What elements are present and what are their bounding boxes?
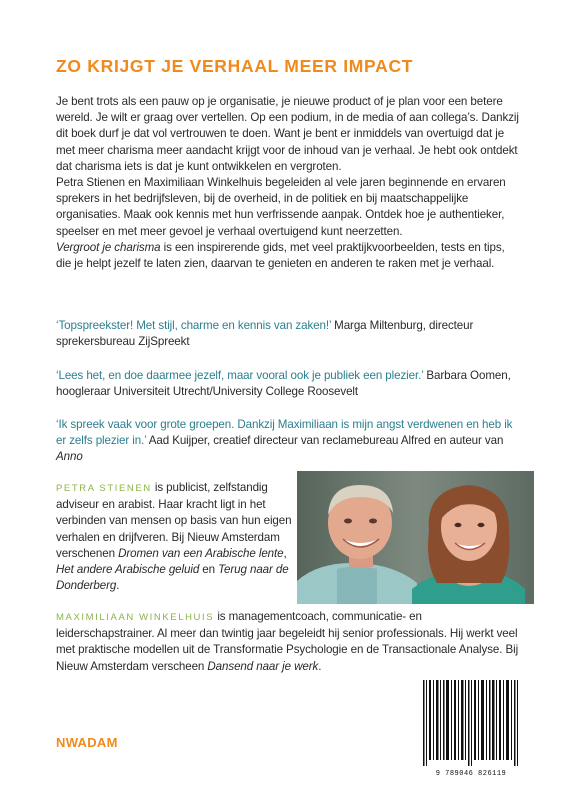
publisher-logo: NWADAM <box>56 735 118 750</box>
author-name-maximiliaan: MAXIMILIAAN WINKELHUIS <box>56 612 215 623</box>
quote-author: Aad Kuijper, creatief directeur van reclamebureau Alfred en auteur van <box>146 434 504 448</box>
quote-3 <box>56 417 522 466</box>
quote-author-book: Anno <box>56 450 83 464</box>
quote-author: Marga Miltenburg, directeur sprekersbureau ZijSpreekt <box>56 319 474 349</box>
book-title: Vergroot je charisma <box>56 240 161 254</box>
bio-petra: PETRA STIENEN is publicist, zelfstandig adviseur en arabist. Haar kracht ligt in het verbinden van mensen op basis van hun eigen verhalen en drijfveren. Bij Nieuw Amsterdam verschenen Dromen van een Arabische lente, Het andere Arabische geluid en Terug naar de Donderberg. <box>56 481 292 593</box>
quote-text: ‘Topspreekster! Met stijl, charme en kennis van zaken!’ <box>56 319 332 332</box>
quote-1 <box>56 318 522 350</box>
quote-text: ‘Lees het, en doe daarmee jezelf, maar vooral ook je publiek een plezier.’ <box>56 369 424 382</box>
author-name-petra: PETRA STIENEN <box>56 483 152 494</box>
barcode-icon <box>421 678 521 768</box>
quote-text: ‘Ik spreek vaak voor grote groepen. Dankzij Maximiliaan is mijn angst verdwenen en heb ik er zelfs plezier in.’ <box>56 418 513 448</box>
blurb <box>56 94 522 272</box>
blurb-paragraph-3: Vergroot je charisma is een inspirerende gids, met veel praktijkvoorbeelden, tests en tips, die je helpt jezelf te laten zien, daarvan te genieten en anderen te raken met je verhaal. <box>56 240 505 271</box>
quote-2 <box>56 368 522 400</box>
isbn-number: 9 789046 826119 <box>435 770 507 778</box>
bio-maximiliaan: MAXIMILIAAN WINKELHUIS is managementcoach, communicatie- en leiderschapstrainer. Al meer dan twintig jaar begeleidt hij senior professionals. Hij werkt veel met praktische modellen uit de Transformatie Psychologie en de Transactionale Analyse. Bij Nieuw Amsterdam verscheen Dansend naar je werk. <box>56 610 519 673</box>
headline: ZO KRIJGT JE VERHAAL MEER IMPACT <box>56 56 414 76</box>
authors-photo <box>297 471 534 604</box>
quote-author: Barbara Oomen, hoogleraar Universiteit Utrecht/University College Roosevelt <box>56 369 511 399</box>
blurb-paragraph-2: Petra Stienen en Maximiliaan Winkelhuis begeleiden al vele jaren beginnende en ervaren sprekers in het bedrijfsleven, bij de overheid, in de politiek en bij maatschappelijke organisaties. Maak ook kennis met hun verfrissende aanpak. Ontdek hoe je authentieker, speelser en met meer gevoel je verhaal overtuigend kunt neerzetten. <box>56 176 506 238</box>
blurb-paragraph-1: Je bent trots als een pauw op je organisatie, je nieuwe product of je plan voor een betere wereld. Je wilt er graag over vertellen. Op een podium, in de media of aan collega’s. Dankzij dit boek durf je dat vol vertrouwen te doen. Want je bent er inmiddels van overtuigd dat je met meer charisma meer aandacht krijgt voor de inhoud van je verhaal. Je hebt ook ontdekt dat charisma iets is dat je kunt ontwikkelen en vergroten. <box>56 95 519 173</box>
